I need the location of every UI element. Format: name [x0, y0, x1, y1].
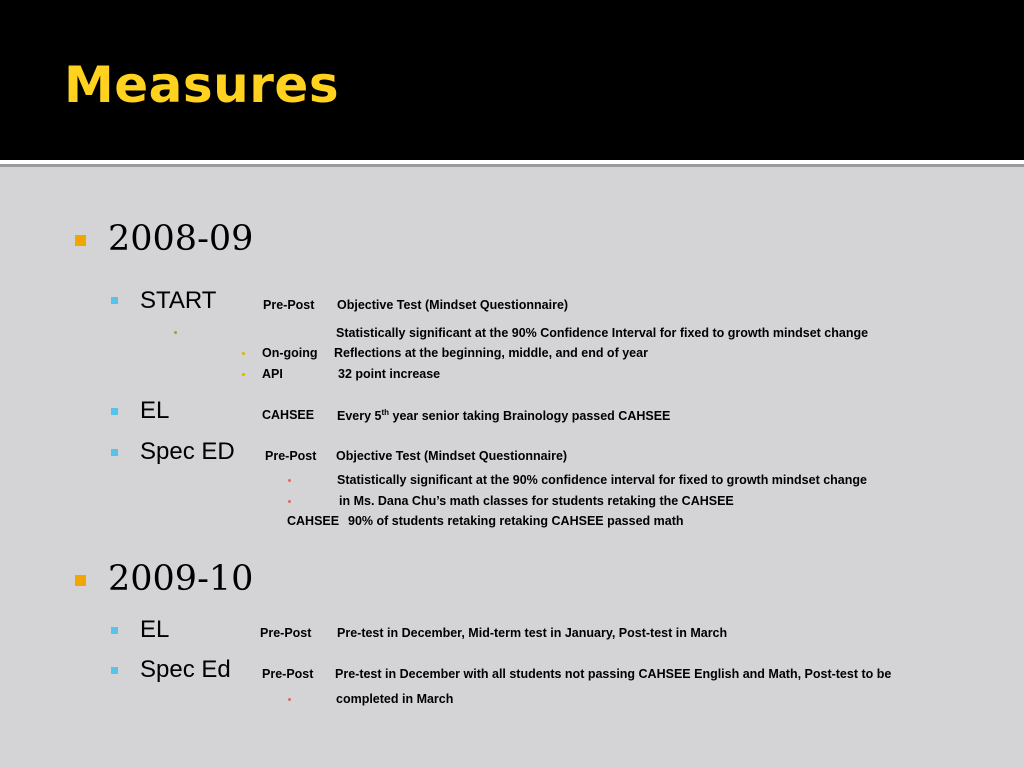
el2-type: Pre-Post [260, 626, 312, 640]
bullet-square-icon [111, 449, 118, 456]
ongoing-text: Reflections at the beginning, middle, and end of year [334, 346, 648, 360]
item-el-label-2: EL [140, 616, 170, 643]
year-heading-2009-10: 2009-10 [108, 559, 254, 599]
spec-ed-cahsee-text: 90% of students retaking retaking CAHSEE passed math [348, 514, 684, 528]
spec-ed2-desc: Pre-test in December with all students not passing CAHSEE English and Math, Post-test to be [335, 667, 892, 681]
start-significance: Statistically significant at the 90% Confidence Interval for fixed to growth mindset change [336, 326, 869, 340]
bullet-dot-icon [288, 500, 291, 503]
el2-desc: Pre-test in December, Mid-term test in January, Post-test in March [337, 626, 728, 640]
start-desc: Objective Test (Mindset Questionnaire) [337, 298, 569, 312]
divider-shadow [0, 164, 1024, 167]
spec-ed-classes: in Ms. Dana Chu’s math classes for students retaking the CAHSEE [339, 494, 734, 508]
spec-ed-type: Pre-Post [265, 449, 317, 463]
spec-ed-desc: Objective Test (Mindset Questionnaire) [336, 449, 568, 463]
bullet-dot-icon [242, 352, 245, 355]
bullet-square-icon [111, 667, 118, 674]
spec-ed-cahsee-label: CAHSEE [287, 514, 340, 528]
bullet-square-icon [75, 235, 86, 246]
bullet-dot-icon [174, 331, 177, 334]
bullet-dot-icon [288, 698, 291, 701]
api-label: API [262, 367, 283, 381]
bullet-square-icon [75, 575, 86, 586]
bullet-dot-icon [288, 479, 291, 482]
item-spec-ed-label-2: Spec Ed [140, 656, 231, 683]
item-el-label: EL [140, 397, 170, 424]
bullet-square-icon [111, 408, 118, 415]
item-spec-ed-label: Spec ED [140, 438, 235, 465]
start-type: Pre-Post [263, 298, 315, 312]
slide-title: Measures [64, 56, 340, 114]
ongoing-label: On-going [262, 346, 318, 360]
bullet-square-icon [111, 627, 118, 634]
el-desc: Every 5th year senior taking Brainology passed CAHSEE [337, 408, 671, 424]
bullet-square-icon [111, 297, 118, 304]
bullet-dot-icon [242, 373, 245, 376]
api-text: 32 point increase [338, 367, 441, 381]
el-type: CAHSEE [262, 408, 315, 422]
spec-ed-significance: Statistically significant at the 90% confidence interval for fixed to growth mindset change [337, 473, 867, 487]
spec-ed2-type: Pre-Post [262, 667, 314, 681]
spec-ed2-desc-cont: completed in March [336, 692, 454, 706]
year-heading-2008-09: 2008-09 [108, 219, 254, 259]
item-start-label: START [140, 287, 217, 314]
